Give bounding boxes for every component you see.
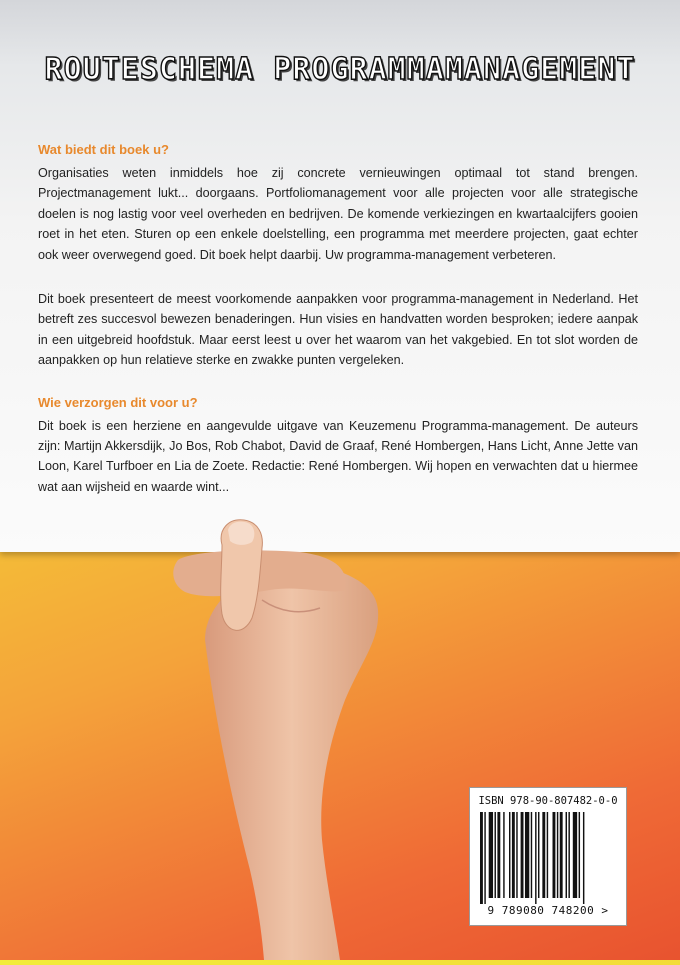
barcode-bar [542, 812, 545, 898]
barcode-bar [583, 812, 584, 904]
isbn-barcode [469, 787, 627, 926]
barcode-bar [573, 812, 577, 898]
book-title: ROUTESCHEMA PROGRAMMAMANAGEMENT [44, 52, 636, 87]
barcode-bar [497, 812, 500, 898]
section-heading: Wat biedt dit boek u? [38, 142, 169, 157]
barcode-bars [478, 812, 618, 904]
barcode-bar [503, 812, 504, 898]
paragraph: Dit boek is een herziene en aangevulde uitgave van Keuzemenu Programma-management. De auteurs zijn: Martijn Akkersdijk, Jo Bos, Rob Chabot, David de Graaf, René Hombergen, Hans Licht, Anne Jette van Loon, Karel Turfboer en Lia de Zoete. Redactie: René Hombergen. Wij hopen en verwachten dat u hiermee wat aan wijsheid en waarde wint... [38, 418, 638, 494]
barcode-bar [538, 812, 539, 898]
paragraph: Dit boek presenteert de meest voorkomende aanpakken voor programma-management in Nederland. Het betreft zes succesvol bewezen benaderingen. Hun visies en handvatten worden besproken; iedere aanpak in een uitgebreid hoofdstuk. Maar eerst leest u over het waarom van het vakgebied. En tot slot worden de aanpakken op hun relatieve sterke en zwakke punten vergeleken. [38, 292, 638, 368]
barcode-bar [547, 812, 548, 898]
barcode-bar [484, 812, 485, 904]
back-cover-text [38, 142, 638, 521]
isbn-digits: 9 789080 748200 > [487, 904, 609, 917]
section-who [38, 395, 638, 498]
barcode-bar [495, 812, 496, 898]
barcode-bar [531, 812, 532, 898]
barcode-bar [568, 812, 569, 898]
barcode-bar [480, 812, 483, 904]
barcode-bar [553, 812, 556, 898]
barcode-bar [579, 812, 580, 898]
barcode-bar [557, 812, 558, 898]
paragraph: Organisaties weten inmiddels hoe zij concrete vernieuwingen optimaal tot stand brengen. Projectmanagement lukt... doorgaans. Portfoliomanagement voor alle projecten voor alle strategische doelen is nog lastig voor veel overheden en bedrijven. De komende verkiezingen en kwartaalcijfers gooien roet in het eten. Sturen op een enkele doelstelling, een programma met meerdere projecten, gaat echter ook weer overwegend goed. Dit boek helpt daarbij. Uw programma-management verbeteren. [38, 166, 638, 262]
barcode-bar [489, 812, 493, 898]
barcode-bar [560, 812, 563, 898]
barcode-bar [512, 812, 515, 898]
barcode-bar [509, 812, 510, 898]
barcode-bar [516, 812, 517, 898]
barcode-bar [521, 812, 524, 898]
barcode-bar [525, 812, 529, 898]
section-heading: Wie verzorgen dit voor u? [38, 394, 198, 410]
section-what [38, 142, 638, 371]
isbn-label: ISBN 978-90-807482-0-0 [478, 795, 618, 807]
barcode-bar [566, 812, 567, 898]
barcode-bar [535, 812, 536, 904]
